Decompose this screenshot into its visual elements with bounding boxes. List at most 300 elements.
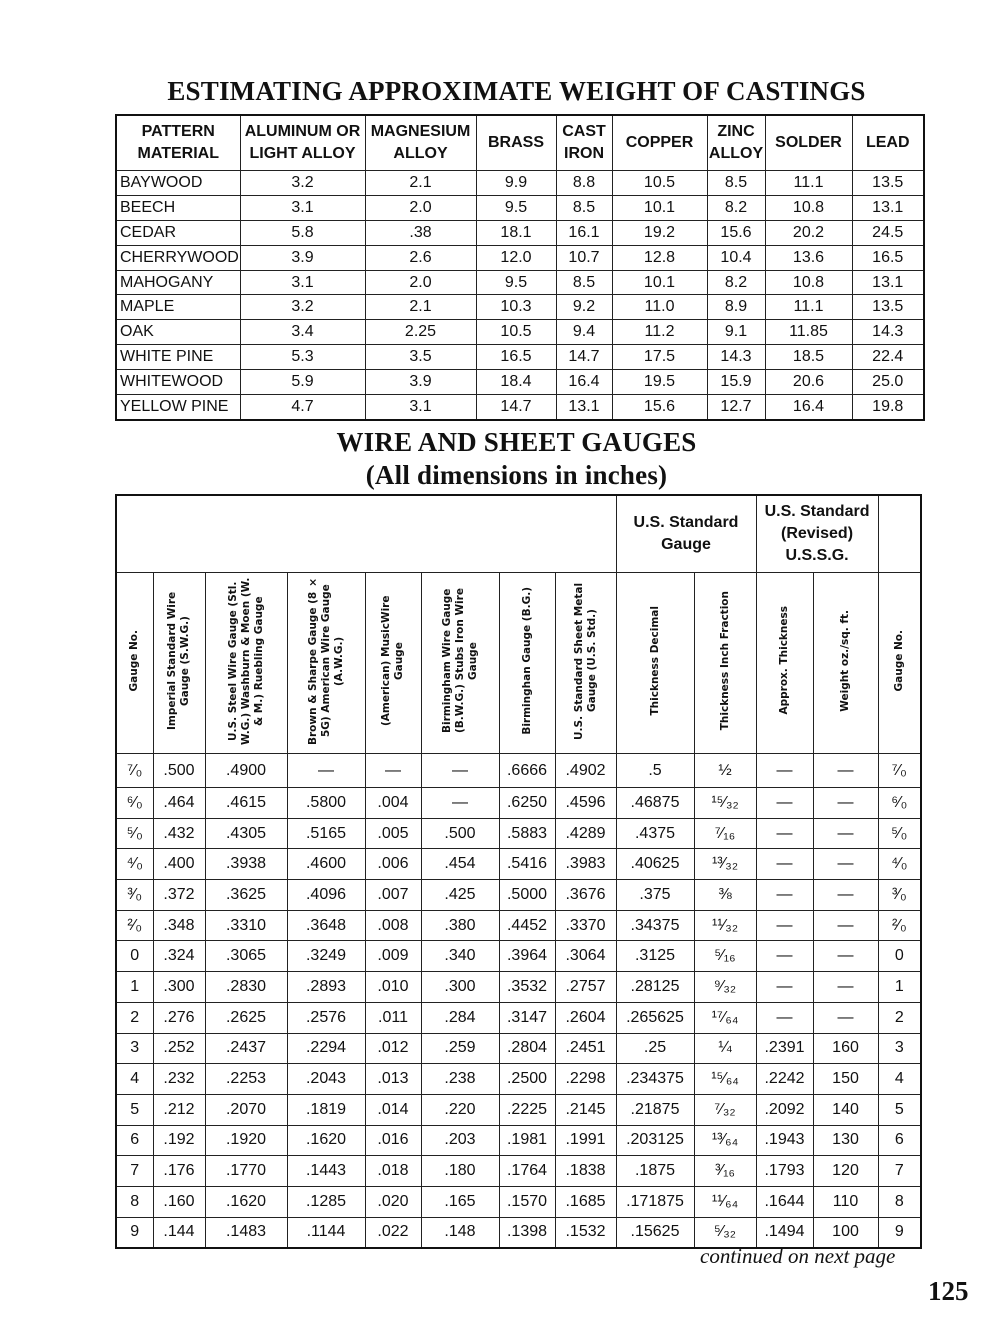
weight-cell: 20.6 [765,370,852,395]
gauge-value-cell: .1443 [287,1156,365,1187]
gauge-value-cell: .1793 [756,1156,813,1187]
weight-cell: 8.2 [707,270,765,295]
weight-cell: 8.9 [707,295,765,320]
gauge-value-cell: .2043 [287,1064,365,1095]
weight-cell: .38 [365,220,476,245]
gauge-value-cell: .3676 [555,880,616,911]
gauge-value-cell: .15625 [616,1217,694,1248]
gauge-col-header [555,573,616,754]
gauge-number-cell: 7 [878,1156,921,1187]
weight-cell: 8.8 [556,171,612,196]
gauge-value-cell: .4305 [205,818,287,849]
weight-cell: 9.4 [556,320,612,345]
gauge-col-header-label: Weight oz./sq. ft. [839,609,852,712]
castings-col-header: ZINC ALLOY [707,115,765,171]
gauge-value-cell: .192 [153,1125,205,1156]
gauge-value-cell: .34375 [616,910,694,941]
gauge-value-cell: — [756,788,813,819]
castings-header-row [116,115,924,171]
gauge-value-cell: .3125 [616,941,694,972]
gauge-value-cell: .232 [153,1064,205,1095]
gauge-value-cell: .008 [365,910,421,941]
gauge-value-cell: ¹¹⁄₃₂ [694,910,756,941]
weight-cell: 17.5 [612,345,707,370]
gauge-value-cell: .2070 [205,1094,287,1125]
weight-cell: 10.5 [476,320,556,345]
gauge-value-cell: .4600 [287,849,365,880]
gauge-value-cell: .6666 [499,754,555,788]
weight-cell: 2.6 [365,245,476,270]
weight-cell: 11.1 [765,171,852,196]
gauge-value-cell: .220 [421,1094,499,1125]
gauge-number-cell: 9 [878,1217,921,1248]
gauge-col-header-label: Gauge No. [892,629,905,692]
castings-col-header: BRASS [476,115,556,171]
gauge-value-cell: .2092 [756,1094,813,1125]
gauge-value-cell: .21875 [616,1094,694,1125]
pattern-material-cell: BAYWOOD [116,171,240,196]
gauge-value-cell: .464 [153,788,205,819]
gauge-value-cell: .40625 [616,849,694,880]
gauge-value-cell: 160 [813,1033,878,1064]
gauge-value-cell: .013 [365,1064,421,1095]
gauges-subtitle: (All dimensions in inches) [365,460,668,490]
gauge-value-cell: 100 [813,1217,878,1248]
weight-cell: 11.1 [765,295,852,320]
gauge-value-cell: .016 [365,1125,421,1156]
gauge-value-cell: .6250 [499,788,555,819]
weight-cell: 3.2 [240,295,365,320]
castings-title: ESTIMATING APPROXIMATE WEIGHT OF CASTINGS [167,76,866,106]
gauge-value-cell: ¹³⁄₃₂ [694,849,756,880]
gauge-value-cell: .1838 [555,1156,616,1187]
weight-cell: 3.9 [240,245,365,270]
gauge-value-cell: .372 [153,880,205,911]
gauge-number-cell: ⁶⁄₀ [878,788,921,819]
castings-col-header: ALUMINUM OR LIGHT ALLOY [240,115,365,171]
gauge-value-cell: .4289 [555,818,616,849]
gauge-value-cell: .259 [421,1033,499,1064]
continued-note: continued on next page [700,1244,896,1268]
weight-cell: 3.9 [365,370,476,395]
castings-col-header: PATTERN MATERIAL [116,115,240,171]
gauges-column-header-row [116,573,921,754]
weight-cell: 10.3 [476,295,556,320]
gauges-title: WIRE AND SHEET GAUGES [336,427,697,457]
weight-cell: 19.5 [612,370,707,395]
gauge-value-cell: 140 [813,1094,878,1125]
gauge-value-cell: .500 [421,818,499,849]
gauge-value-cell: — [756,1002,813,1033]
gauge-value-cell: — [813,788,878,819]
gauge-value-cell: .2298 [555,1064,616,1095]
gauge-number-cell: 8 [116,1186,153,1217]
gauge-value-cell: .276 [153,1002,205,1033]
weight-cell: 13.1 [556,395,612,420]
table-row [116,849,921,880]
gauge-value-cell: — [756,849,813,880]
weight-cell: 3.2 [240,171,365,196]
gauge-value-cell: — [813,754,878,788]
gauge-value-cell: .1144 [287,1217,365,1248]
gauge-value-cell: .018 [365,1156,421,1187]
gauge-value-cell: 110 [813,1186,878,1217]
gauge-value-cell: .1620 [287,1125,365,1156]
gauge-number-cell: 3 [878,1033,921,1064]
gauge-value-cell: .1494 [756,1217,813,1248]
gauge-value-cell: .3938 [205,849,287,880]
gauge-number-cell: 7 [116,1156,153,1187]
gauge-col-header [205,573,287,754]
weight-cell: 8.5 [707,171,765,196]
gauge-value-cell: .324 [153,941,205,972]
gauge-number-cell: ²⁄₀ [116,910,153,941]
gauge-value-cell: 120 [813,1156,878,1187]
gauge-value-cell: .006 [365,849,421,880]
gauge-number-cell: ⁷⁄₀ [878,754,921,788]
gauge-value-cell: .180 [421,1156,499,1187]
gauge-value-cell: .5883 [499,818,555,849]
gauge-col-header-label: Gauge No. [128,629,141,692]
weight-cell: 13.5 [852,295,924,320]
weight-cell: 3.1 [240,195,365,220]
gauge-value-cell: .1685 [555,1186,616,1217]
weight-cell: 18.5 [765,345,852,370]
gauge-value-cell: .4902 [555,754,616,788]
gauge-value-cell: ¼ [694,1033,756,1064]
page-number: 125 [928,1276,969,1306]
gauge-col-header [694,573,756,754]
gauge-number-cell: 0 [878,941,921,972]
gauge-value-cell: ⁵⁄₁₆ [694,941,756,972]
gauge-value-cell: — [813,818,878,849]
gauge-value-cell: .1620 [205,1186,287,1217]
gauge-value-cell: .020 [365,1186,421,1217]
weight-cell: 10.7 [556,245,612,270]
gauge-col-header [287,573,365,754]
table-row [116,195,924,220]
weight-cell: 11.85 [765,320,852,345]
gauge-number-cell: ⁴⁄₀ [116,849,153,880]
weight-cell: 5.8 [240,220,365,245]
gauge-value-cell: — [421,788,499,819]
weight-cell: 10.8 [765,195,852,220]
weight-cell: 13.6 [765,245,852,270]
table-row [116,754,921,788]
weight-cell: 11.2 [612,320,707,345]
gauge-number-cell: 5 [878,1094,921,1125]
gauge-value-cell: .1943 [756,1125,813,1156]
gauge-value-cell: .3249 [287,941,365,972]
gauge-number-cell: ⁴⁄₀ [878,849,921,880]
gauges-group-blank [116,495,616,573]
weight-cell: 15.9 [707,370,765,395]
table-row [116,1156,921,1187]
gauge-value-cell: .375 [616,880,694,911]
gauge-value-cell: .46875 [616,788,694,819]
gauge-value-cell: .2391 [756,1033,813,1064]
table-row [116,171,924,196]
gauge-value-cell: .28125 [616,972,694,1003]
us-standard-gauge-header: U.S. Standard Gauge [616,495,756,573]
gauge-value-cell: .2145 [555,1094,616,1125]
weight-cell: 3.1 [365,395,476,420]
gauge-col-header-label: Thickness Inch Fraction [718,590,731,731]
gauge-value-cell: .009 [365,941,421,972]
pattern-material-cell: MAPLE [116,295,240,320]
castings-col-header: MAGNESIUM ALLOY [365,115,476,171]
gauge-col-header [878,573,921,754]
gauge-value-cell: .007 [365,880,421,911]
weight-cell: 5.9 [240,370,365,395]
gauge-col-header [616,573,694,754]
gauge-col-header-label: Approx. Thickness [778,606,791,715]
weight-cell: 14.7 [556,345,612,370]
weight-cell: 18.1 [476,220,556,245]
weight-cell: 19.8 [852,395,924,420]
gauge-value-cell: ¹³⁄₆₄ [694,1125,756,1156]
gauge-value-cell: — [756,818,813,849]
gauge-value-cell: .4615 [205,788,287,819]
gauge-value-cell: .3064 [555,941,616,972]
table-row [116,818,921,849]
gauge-value-cell: .2242 [756,1064,813,1095]
gauge-value-cell: .2804 [499,1033,555,1064]
gauge-value-cell: .2893 [287,972,365,1003]
weight-cell: 14.3 [852,320,924,345]
gauge-value-cell: .340 [421,941,499,972]
pattern-material-cell: CEDAR [116,220,240,245]
gauge-number-cell: 0 [116,941,153,972]
gauge-number-cell: ²⁄₀ [878,910,921,941]
gauge-value-cell: .425 [421,880,499,911]
gauge-value-cell: .252 [153,1033,205,1064]
gauge-value-cell: — [756,754,813,788]
gauge-value-cell: .012 [365,1033,421,1064]
gauge-number-cell: ³⁄₀ [116,880,153,911]
gauge-value-cell: — [813,910,878,941]
gauge-value-cell: .3648 [287,910,365,941]
gauges-group-blank-end [878,495,921,573]
gauge-col-header [756,573,813,754]
gauge-value-cell: ⁵⁄₃₂ [694,1217,756,1248]
gauge-value-cell: .1398 [499,1217,555,1248]
gauge-col-header-label: U.S. Steel Wire Gauge (Stl. W.G.) Washburn & Moen (W. & M.) Ruebling Gauge [226,576,265,745]
weight-cell: 10.1 [612,195,707,220]
gauge-value-cell: — [365,754,421,788]
gauge-value-cell: ⁷⁄₁₆ [694,818,756,849]
weight-cell: 12.0 [476,245,556,270]
gauge-value-cell: .5000 [499,880,555,911]
weight-cell: 2.0 [365,195,476,220]
gauge-value-cell: .4900 [205,754,287,788]
gauge-value-cell: ¹⁷⁄₆₄ [694,1002,756,1033]
gauge-value-cell: ¹¹⁄₆₄ [694,1186,756,1217]
gauge-value-cell: .1764 [499,1156,555,1187]
gauge-value-cell: .3625 [205,880,287,911]
gauge-number-cell: 9 [116,1217,153,1248]
table-row [116,245,924,270]
weight-cell: 10.8 [765,270,852,295]
gauge-col-header [421,573,499,754]
gauge-value-cell: .2451 [555,1033,616,1064]
table-row [116,1064,921,1095]
pattern-material-cell: CHERRYWOOD [116,245,240,270]
table-row [116,880,921,911]
weight-cell: 9.5 [476,195,556,220]
gauge-value-cell: ⁷⁄₃₂ [694,1094,756,1125]
weight-cell: 13.1 [852,270,924,295]
gauge-value-cell: .1532 [555,1217,616,1248]
gauges-table [115,494,922,1249]
weight-cell: 12.7 [707,395,765,420]
weight-cell: 10.4 [707,245,765,270]
gauge-value-cell: .2604 [555,1002,616,1033]
weight-cell: 2.0 [365,270,476,295]
table-row [116,395,924,420]
gauge-value-cell: — [813,941,878,972]
weight-cell: 15.6 [612,395,707,420]
gauge-value-cell: .348 [153,910,205,941]
gauge-number-cell: 4 [116,1064,153,1095]
weight-cell: 8.5 [556,195,612,220]
gauge-value-cell: .2253 [205,1064,287,1095]
weight-cell: 8.5 [556,270,612,295]
gauge-number-cell: ⁶⁄₀ [116,788,153,819]
gauge-col-header [813,573,878,754]
gauge-value-cell: .454 [421,849,499,880]
gauge-col-header-label: (American) MusicWire Gauge [380,595,405,726]
weight-cell: 9.1 [707,320,765,345]
gauges-group-header-row [116,495,921,573]
gauge-number-cell: 2 [878,1002,921,1033]
gauge-number-cell: ⁵⁄₀ [116,818,153,849]
gauge-col-header [153,573,205,754]
weight-cell: 15.6 [707,220,765,245]
weight-cell: 10.5 [612,171,707,196]
weight-cell: 11.0 [612,295,707,320]
gauge-number-cell: ³⁄₀ [878,880,921,911]
table-row [116,220,924,245]
weight-cell: 2.1 [365,171,476,196]
gauge-value-cell: ½ [694,754,756,788]
gauge-value-cell: — [421,754,499,788]
table-row [116,1033,921,1064]
gauge-value-cell: .5 [616,754,694,788]
gauge-value-cell: .2576 [287,1002,365,1033]
gauge-value-cell: .432 [153,818,205,849]
weight-cell: 16.4 [765,395,852,420]
castings-col-header: SOLDER [765,115,852,171]
gauge-value-cell: .014 [365,1094,421,1125]
gauge-value-cell: .3310 [205,910,287,941]
gauge-value-cell: 130 [813,1125,878,1156]
gauge-col-header-label: U.S. Standard Sheet Metal Gauge (U.S. Std.) [572,581,598,740]
gauge-value-cell: ³⁄₁₆ [694,1156,756,1187]
weight-cell: 24.5 [852,220,924,245]
gauge-value-cell: .1920 [205,1125,287,1156]
gauge-number-cell: 1 [116,972,153,1003]
weight-cell: 2.1 [365,295,476,320]
gauge-number-cell: 1 [878,972,921,1003]
gauge-col-header [116,573,153,754]
gauge-col-header-label: Birmingham Wire Gauge (B.W.G.) Stubs Iron Wire Gauge [440,588,479,733]
weight-cell: 13.1 [852,195,924,220]
gauge-value-cell: .2294 [287,1033,365,1064]
gauge-value-cell: — [813,880,878,911]
table-row [116,270,924,295]
gauge-number-cell: ⁵⁄₀ [878,818,921,849]
weight-cell: 22.4 [852,345,924,370]
gauge-value-cell: ¹⁵⁄₃₂ [694,788,756,819]
weight-cell: 9.5 [476,270,556,295]
gauge-value-cell: .203 [421,1125,499,1156]
gauge-number-cell: 6 [116,1125,153,1156]
gauge-value-cell: .4452 [499,910,555,941]
weight-cell: 13.5 [852,171,924,196]
weight-cell: 14.7 [476,395,556,420]
gauge-number-cell: 2 [116,1002,153,1033]
castings-table [115,114,925,421]
table-row [116,1002,921,1033]
gauge-value-cell: .4375 [616,818,694,849]
table-row [116,1186,921,1217]
castings-col-header: COPPER [612,115,707,171]
table-row [116,320,924,345]
gauge-value-cell: .4096 [287,880,365,911]
pattern-material-cell: MAHOGANY [116,270,240,295]
gauge-value-cell: .4596 [555,788,616,819]
gauge-value-cell: .400 [153,849,205,880]
table-row [116,345,924,370]
table-row [116,910,921,941]
gauge-col-header-label: Brown & Sharpe Gauge (8 × 5G) American Wire Gauge (A.W.G.) [306,576,345,745]
gauge-value-cell: .3370 [555,910,616,941]
gauge-value-cell: .265625 [616,1002,694,1033]
gauge-value-cell: — [813,1002,878,1033]
gauge-value-cell: .380 [421,910,499,941]
gauge-value-cell: .3983 [555,849,616,880]
gauge-number-cell: 3 [116,1033,153,1064]
gauge-value-cell: — [756,880,813,911]
gauge-value-cell: .3147 [499,1002,555,1033]
gauge-value-cell: .165 [421,1186,499,1217]
gauge-value-cell: .2830 [205,972,287,1003]
weight-cell: 8.2 [707,195,765,220]
weight-cell: 18.4 [476,370,556,395]
weight-cell: 20.2 [765,220,852,245]
gauge-value-cell: ⅜ [694,880,756,911]
gauge-value-cell: .2437 [205,1033,287,1064]
weight-cell: 25.0 [852,370,924,395]
gauge-value-cell: .2500 [499,1064,555,1095]
gauge-value-cell: 150 [813,1064,878,1095]
gauge-value-cell: .005 [365,818,421,849]
gauge-value-cell: .234375 [616,1064,694,1095]
gauge-value-cell: — [813,972,878,1003]
gauge-value-cell: .1570 [499,1186,555,1217]
weight-cell: 3.1 [240,270,365,295]
gauge-value-cell: .1285 [287,1186,365,1217]
gauge-value-cell: — [756,972,813,1003]
pattern-material-cell: OAK [116,320,240,345]
table-row [116,295,924,320]
table-row [116,1094,921,1125]
us-standard-revised-header: U.S. Standard (Revised) U.S.S.G. [756,495,878,573]
gauge-value-cell: .5416 [499,849,555,880]
gauge-value-cell: — [287,754,365,788]
gauge-value-cell: .25 [616,1033,694,1064]
